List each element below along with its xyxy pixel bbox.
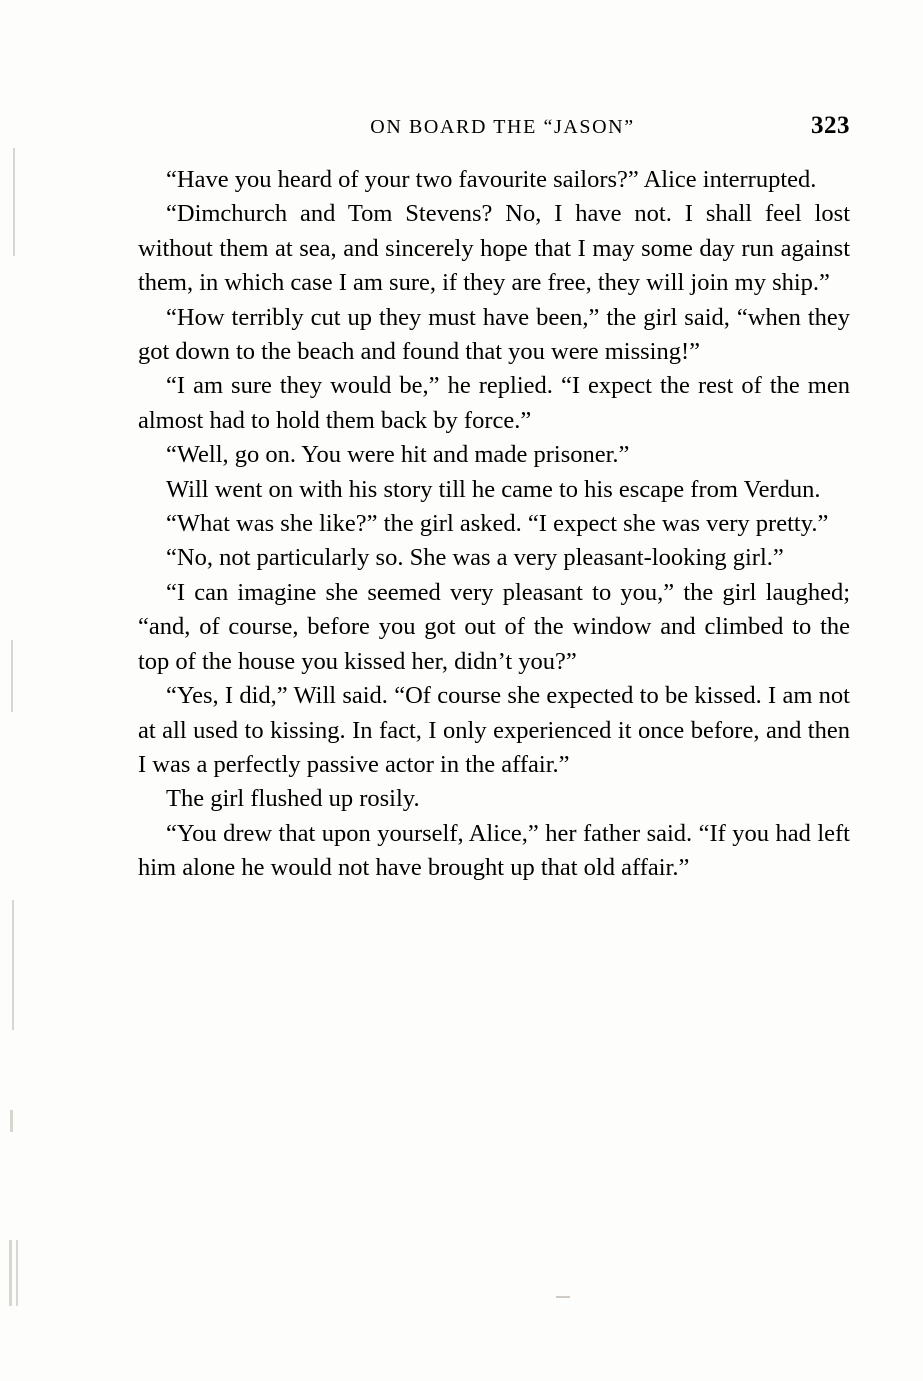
page-body bbox=[138, 163, 850, 886]
scan-edge-mark bbox=[10, 1110, 13, 1132]
scan-edge-mark bbox=[12, 900, 14, 1030]
paragraph: “I can imagine she seemed very pleasant to you,” the girl laughed; “and, of course, before you got out of the window and climbed to the top of the house you kissed her, didn’t you?” bbox=[138, 578, 850, 675]
paragraph: “Dimchurch and Tom Stevens? No, I have not. I shall feel lost without them at sea, and sincerely hope that I may some day run against them, in which case I am sure, if they are free, they will join my ship.” bbox=[138, 200, 850, 297]
paragraph: The girl flushed up rosily. bbox=[166, 785, 420, 813]
paragraph: Will went on with his story till he came to his escape from Verdun. bbox=[166, 475, 821, 503]
paragraph: “I am sure they would be,” he replied. “I expect the rest of the men almost had to hold them back by force.” bbox=[138, 372, 850, 434]
page-header bbox=[138, 112, 850, 140]
page-number: 323 bbox=[811, 112, 850, 139]
paragraph: “What was she like?” the girl asked. “I expect she was very pretty.” bbox=[166, 510, 829, 538]
scan-edge-mark bbox=[16, 1240, 18, 1306]
scan-edge-mark bbox=[11, 640, 13, 712]
paragraph: “Yes, I did,” Will said. “Of course she expected to be kissed. I am not at all used to kissing. In fact, I only experienced it once before, and then I was a perfectly passive actor in the affair.” bbox=[138, 682, 850, 778]
scan-speck bbox=[556, 1296, 570, 1298]
running-head: ON BOARD THE “JASON” bbox=[370, 116, 635, 138]
scan-edge-mark bbox=[9, 1240, 12, 1306]
paragraph: “No, not particularly so. She was a very pleasant-looking girl.” bbox=[166, 544, 784, 572]
paragraph: “Well, go on. You were hit and made prisoner.” bbox=[166, 441, 630, 469]
paragraph: “Have you heard of your two favourite sailors?” Alice interrupted. bbox=[166, 166, 817, 193]
paragraph: “You drew that upon yourself, Alice,” her father said. “If you had left him alone he would not have brought up that old affair.” bbox=[138, 819, 850, 882]
scan-edge-mark bbox=[13, 148, 15, 256]
paragraph: “How terribly cut up they must have been,” the girl said, “when they got down to the beach and found that you were missing!” bbox=[138, 303, 850, 366]
